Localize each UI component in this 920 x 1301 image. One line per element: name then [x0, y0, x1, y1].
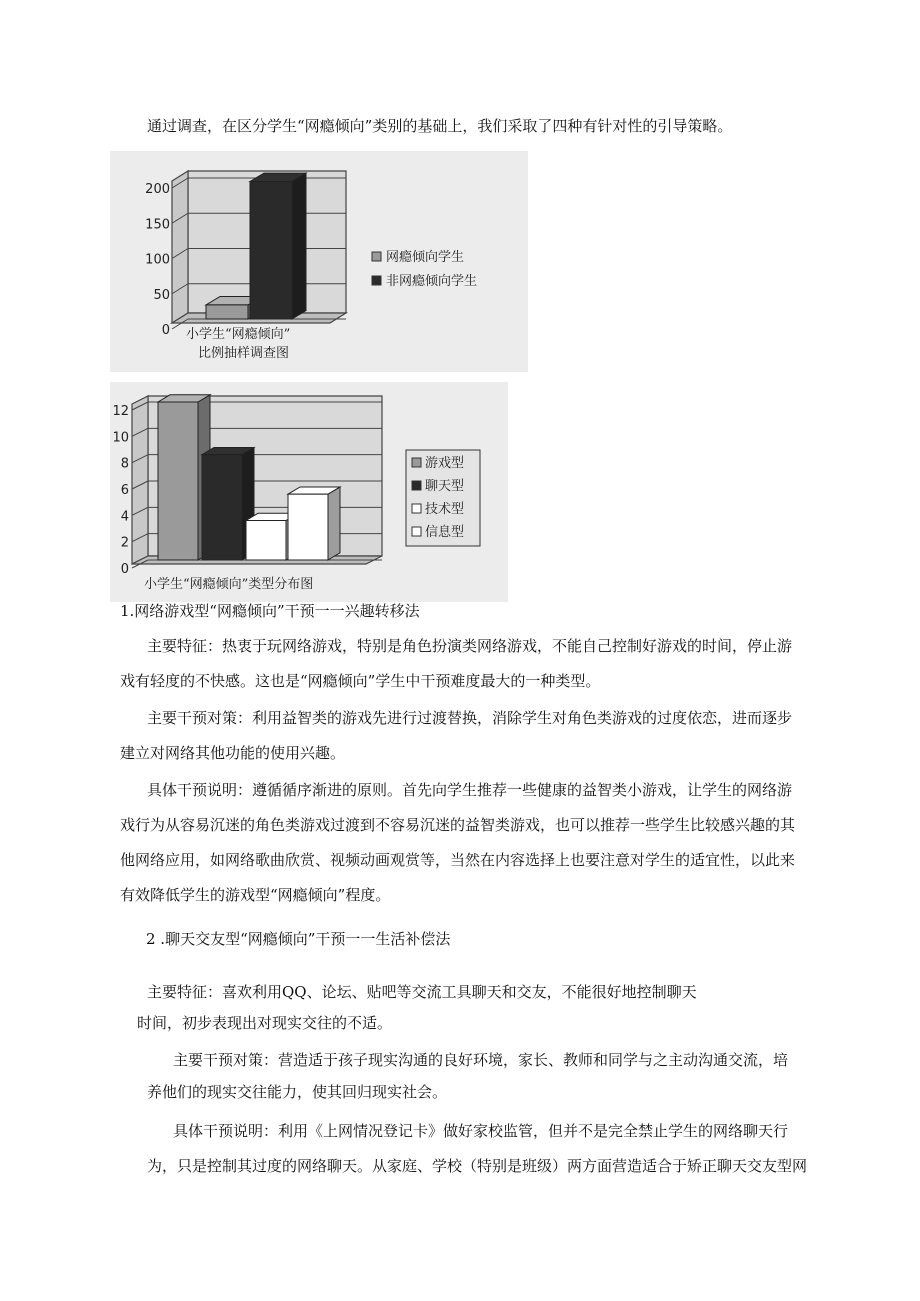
chart1-legend-label-1: 非网瘾倾向学生	[386, 274, 478, 289]
section2-detail-line2: 为，只是控制其过度的网络聊天。从家庭、学校（特别是班级）两方面营造适合于矫正聊天交友型网	[147, 1157, 808, 1175]
chart1-legend-label-0: 网瘾倾向学生	[386, 250, 465, 265]
chart1-legend-swatch-1	[372, 276, 381, 285]
chart2-ytick-label: 0	[120, 562, 129, 577]
chart2-side-wall	[132, 396, 148, 564]
section2-feature-line2: 时间，初步表现出对现实交往的不适。	[137, 1014, 393, 1032]
section2-measure-line1: 主要干预对策：营造适于孩子现实沟通的良好环境，家长、教师和同学与之主动沟通交流，培	[173, 1051, 789, 1069]
section2-heading: 2 .聊天交友型“网瘾倾向”干预一一生活补偿法	[146, 930, 451, 948]
section1-measure-line1: 主要干预对策：利用益智类的游戏先进行过渡替换，消除学生对角色类游戏的过度依恋，进而逐步	[147, 709, 793, 727]
section1-feature-line1: 主要特征：热衷于玩网络游戏，特别是角色扮演类网络游戏，不能自己控制好游戏的时间，停止游	[147, 637, 793, 655]
chart2-legend-label-2: 技术型	[425, 502, 465, 517]
chart1-ytick-label: 200	[145, 182, 170, 197]
chart2-ytick-label: 8	[120, 456, 129, 472]
chart-student-ratio-svg	[110, 151, 528, 372]
section2-detail-line1: 具体干预说明：利用《上网情况登记卡》做好家校监管，但并不是完全禁止学生的网络聊天行	[173, 1122, 789, 1140]
section1-detail-line3: 他网络应用，如网络歌曲欣赏、视频动画观赏等，当然在内容选择上也要注意对学生的适宜性，以此来	[120, 851, 796, 869]
intro-paragraph: 通过调查，在区分学生“网瘾倾向”类别的基础上，我们采取了四种有针对性的引导策略。	[147, 117, 733, 135]
chart1-title: 小学生“网瘾倾向”	[186, 327, 291, 342]
chart2-legend-label-0: 游戏型	[425, 456, 465, 471]
section2-feature-line1: 主要特征：喜欢利用QQ、论坛、贴吧等交流工具聊天和交友，不能很好地控制聊天	[147, 983, 697, 1001]
chart2-legend-label-3: 信息型	[425, 525, 465, 540]
section1-detail-line4: 有效降低学生的游戏型“网瘾倾向”程度。	[120, 886, 391, 904]
chart2-ytick-label: 6	[120, 483, 129, 498]
section1-detail-line2: 戏行为从容易沉迷的角色类游戏过渡到不容易沉迷的益智类游戏，也可以推荐一些学生比较感兴趣的其	[120, 816, 796, 834]
chart-type-distribution-svg	[110, 382, 508, 602]
chart1-subtitle: 比例抽样调查图	[198, 346, 290, 361]
chart1-ytick-label: 0	[161, 323, 170, 338]
chart2-ytick-label: 12	[112, 404, 129, 419]
chart1-bar	[250, 173, 306, 319]
section1-feature-line2: 戏有轻度的不快感。这也是“网瘾倾向”学生中干预难度最大的一种类型。	[120, 672, 601, 690]
chart2-legend-swatch-0	[412, 458, 421, 467]
chart1-ytick-label: 100	[145, 252, 170, 268]
chart1-side-wall	[172, 171, 188, 323]
chart1-legend-swatch-0	[372, 252, 381, 261]
chart2-ytick-label: 4	[120, 509, 129, 525]
chart1-ytick-label: 50	[153, 287, 170, 303]
section1-heading: 1.网络游戏型“网瘾倾向”干预一一兴趣转移法	[120, 602, 420, 620]
chart2-ytick-label: 10	[112, 430, 129, 446]
chart2-legend-label-1: 聊天型	[425, 479, 465, 494]
chart2-title: 小学生“网瘾倾向”类型分布图	[144, 577, 314, 592]
chart-type-distribution	[110, 382, 508, 602]
chart2-bar	[288, 487, 340, 560]
chart2-legend-swatch-1	[412, 481, 421, 490]
section1-detail-line1: 具体干预说明：遵循循序渐进的原则。首先向学生推荐一些健康的益智类小游戏，让学生的网络游	[147, 781, 793, 799]
chart-student-ratio	[110, 151, 528, 372]
chart1-ytick-label: 150	[145, 217, 170, 233]
chart2-ytick-label: 2	[120, 535, 129, 551]
section2-measure-line2: 养他们的现实交往能力，使其回归现实社会。	[147, 1083, 448, 1101]
section1-measure-line2: 建立对网络其他功能的使用兴趣。	[120, 744, 346, 762]
chart2-legend-swatch-2	[412, 504, 421, 513]
chart2-legend-swatch-3	[412, 527, 421, 536]
